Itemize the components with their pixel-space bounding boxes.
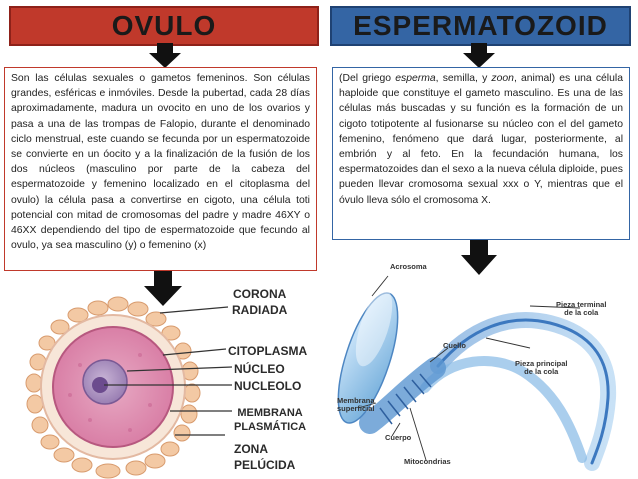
label-membrana-superficial <box>337 397 375 413</box>
down-arrow-icon <box>148 43 182 69</box>
label-corona-radiada <box>232 288 287 317</box>
desc-prefix: (Del griego <box>339 73 396 84</box>
desc-mid: , semilla, y <box>435 73 492 84</box>
down-arrow-icon <box>462 43 496 69</box>
label-acrosoma: Acrosoma <box>390 262 427 271</box>
label-cuerpo: Cuerpo <box>385 433 412 442</box>
ovulo-title: OVULO <box>9 6 319 46</box>
label-nucleo: NÚCLEO <box>234 362 285 376</box>
label-cuello: Cuello <box>443 341 466 350</box>
label-corona-line2: RADIADA <box>232 303 288 317</box>
label-membrana-plasmatica <box>234 407 306 433</box>
desc-greek-word-1: esperma <box>395 73 436 84</box>
label-pieza-terminal-line1: Pieza terminal <box>556 300 607 309</box>
label-membrana-sup-line2: superficial <box>337 404 375 413</box>
label-membrana-line1: MEMBRANA <box>237 407 303 419</box>
desc-rest: , animal) es una célula haploide que constituye el gameto masculino. Es una de las células más buscadas y su función es la formación de un cigoto totipotente al fusionarse su núcleo con el del gameto femenino, fenómeno que dará lugar, posteriormente, al embrión y al feto. En la fecundación humana, los espermatozoides dan el sexo a la nueva célula diploide, pues pueden llevar cromosoma sexual xxx o Y, mientras que el óvulo lleva sólo el cromosoma X. <box>339 73 623 206</box>
label-pieza-principal-line2: de la cola <box>524 367 559 376</box>
label-pieza-principal-line1: Pieza principal <box>515 359 568 368</box>
desc-greek-word-2: zoon <box>491 73 514 84</box>
label-nucleolo: NUCLEOLO <box>234 379 302 393</box>
sperm-illustration <box>330 258 638 479</box>
label-pieza-terminal-line2: de la cola <box>564 308 599 317</box>
label-membrana-line2: PLASMÁTICA <box>234 421 307 433</box>
ovulo-description: Son las células sexuales o gametos femeninos. Son células grandes, esféricas e inmóviles. Desde la pubertad, cada 28 días aproximadamente, madura un ovocito en uno de los ovarios y pasa a una de las trompas de Falopio, durante el denominado ciclo menstrual, este cuando se fecunda por un espermatozoide se convierte en un óocito y a la finalización de la fusión de los dos núcleos (masculino por parte de la cabeza del espermatozoide y femenino localizado en el citoplasma del ovulo) la célula pasa a convertirse en cigoto, una célula toti potencial con mitad de cromosomas del padre y madre 46XY o 46XX dependiendo del tipo de espermatozoide que fecundo al ovulo, ya sea masculino (y) o femenino (x) <box>4 67 317 271</box>
label-zona-line2: PELÚCIDA <box>234 458 296 472</box>
ovum-illustration <box>0 285 240 479</box>
label-pieza-principal <box>515 360 568 376</box>
espermatozoide-title: ESPERMATOZOID <box>330 6 631 46</box>
label-mitocondrias: Mitocondrias <box>404 457 451 466</box>
label-corona-line1: CORONA <box>233 287 287 301</box>
label-zona-line1: ZONA <box>234 442 268 456</box>
label-citoplasma: CITOPLASMA <box>228 344 308 358</box>
label-membrana-sup-line1: Membrana <box>337 396 375 405</box>
espermatozoide-description <box>332 67 630 240</box>
label-pieza-terminal <box>556 301 606 317</box>
label-zona-pelucida <box>234 443 295 472</box>
